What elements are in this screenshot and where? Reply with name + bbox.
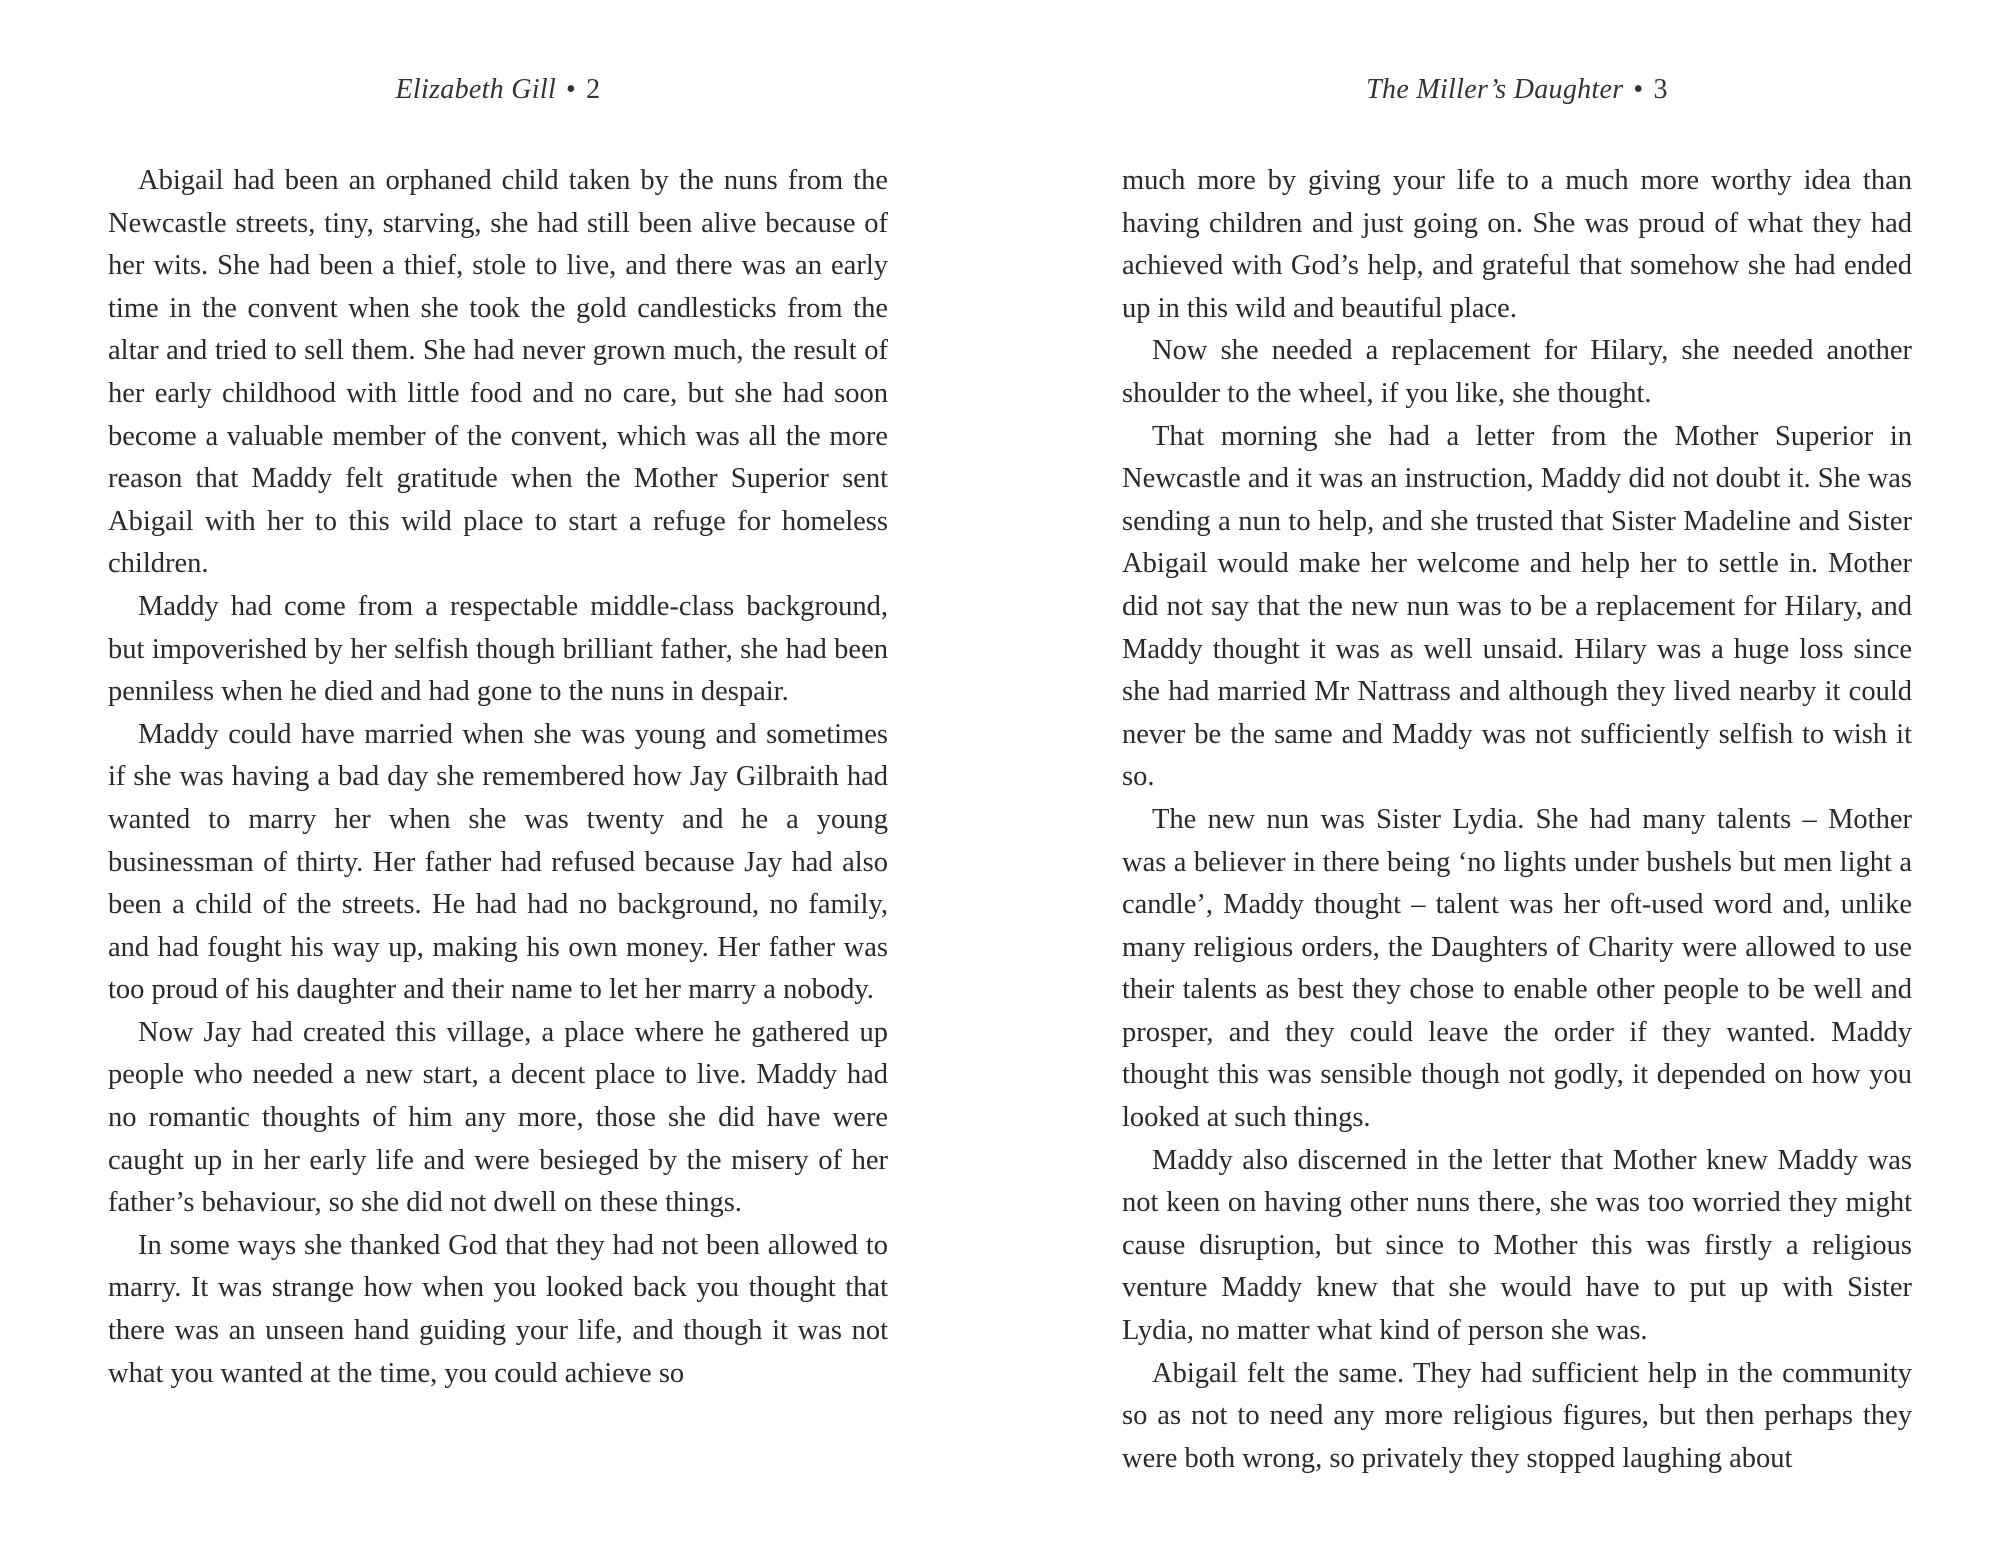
running-head-separator: • — [1633, 74, 1644, 105]
paragraph: Maddy could have married when she was young and sometimes if she was having a bad day she remembered how Jay Gilbraith had wanted to marry her when she was twenty and he a young businessman of thirty. Her father had refused because Jay had also been a child of the streets. He had had no background, no family, and had fought his way up, making his own money. Her father was too proud of his daughter and their name to let her marry a nobody. — [108, 718, 888, 1006]
paragraph: That morning she had a letter from the Mother Superior in Newcastle and it was an instruction, Maddy did not doubt it. She was sending a nun to help, and she trusted that Sister Madeline and Sister Abigail would make her welcome and help her to settle in. Mother did not say that the new nun was to be a replacement for Hilary, and Maddy thought it was as well unsaid. Hilary was a huge loss since she had married Mr Nattrass and although they lived nearby it could never be the same and Maddy was not sufficiently selfish to wish it so. — [1122, 420, 1912, 793]
paragraph: Abigail felt the same. They had sufficient help in the community so as not to need any more religious figures, but then perhaps they were both wrong, so privately they stopped laughing about — [1122, 1357, 1912, 1474]
left-page-body — [108, 160, 888, 1395]
running-head-separator: • — [566, 74, 577, 105]
paragraph: Maddy also discerned in the letter that Mother knew Maddy was not keen on having other nuns there, she was too worried they might cause disruption, but since to Mother this was firstly a religious venture Maddy knew that she would have to put up with Sister Lydia, no matter what kind of person she was. — [1122, 1144, 1912, 1347]
paragraph: Now Jay had created this village, a place where he gathered up people who needed a new start, a decent place to live. Maddy had no romantic thoughts of him any more, those she did have were caught up in her early life and were besieged by the misery of her father’s behaviour, so she did not dwell on these things. — [108, 1016, 888, 1219]
page-number: 3 — [1653, 74, 1668, 105]
paragraph: In some ways she thanked God that they had not been allowed to marry. It was strange how when you looked back you thought that there was an unseen hand guiding your life, and though it was not what you wanted at the time, you could achieve so — [108, 1229, 888, 1389]
paragraph: Abigail had been an orphaned child taken by the nuns from the Newcastle streets, tiny, starving, she had still been alive because of her wits. She had been a thief, stole to live, and there was an early time in the convent when she took the gold candlesticks from the altar and tried to sell them. She had never grown much, the result of her early childhood with little food and no care, but she had soon become a valuable member of the convent, which was all the more reason that Maddy felt gratitude when the Mother Superior sent Abigail with her to this wild place to start a refuge for homeless children. — [108, 165, 888, 580]
page-number: 2 — [586, 74, 601, 105]
paragraph: The new nun was Sister Lydia. She had many talents – Mother was a believer in there being ‘no lights under bushels but men light a candle’, Maddy thought – talent was her oft-used word and, unlike many religious orders, the Daughters of Charity were allowed to use their talents as best they chose to enable other people to be well and prosper, and they could leave the order if they wanted. Maddy thought this was sensible though not godly, it depended on how you looked at such things. — [1122, 803, 1912, 1134]
continued-paragraph: much more by giving your life to a much more worthy idea than having children and just going on. She was proud of what they had achieved with God’s help, and grateful that somehow she had ended up in this wild and beautiful place. — [1122, 165, 1912, 324]
paragraph: Now she needed a replacement for Hilary, she needed another shoulder to the wheel, if you like, she thought. — [1122, 335, 1912, 409]
right-page-body — [1122, 160, 1912, 1480]
author-name: Elizabeth Gill — [395, 74, 557, 105]
right-running-head — [1122, 74, 1912, 106]
right-page — [1122, 0, 1912, 1551]
left-page — [108, 0, 888, 1551]
paragraph: Maddy had come from a respectable middle-class background, but impoverished by her selfish though brilliant father, she had been penniless when he died and had gone to the nuns in despair. — [108, 590, 888, 708]
book-title: The Miller’s Daughter — [1366, 74, 1624, 105]
left-running-head — [108, 74, 888, 106]
